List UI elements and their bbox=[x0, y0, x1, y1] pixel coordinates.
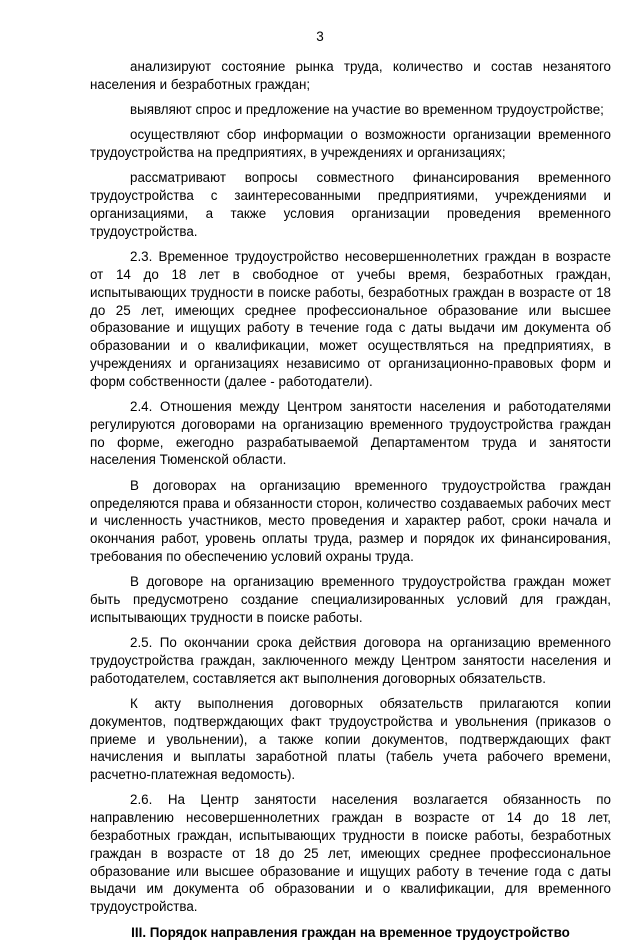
paragraph-2-4: 2.4. Отношения между Центром занятости населения и работодателями регулируются договорами на организацию временного трудоустройства граждан по форме, ежегодно разрабатываемой Департаментом труда и занятости населения Тюменской области. bbox=[90, 399, 611, 468]
paragraph-joint-financing: рассматривают вопросы совместного финансирования временного трудоустройства с заинтересованными предприятиями, учреждениями и организациями, а также условия организации проведения временного трудоустройства. bbox=[90, 170, 611, 239]
paragraph-identify-demand: выявляют спрос и предложение на участие во временном трудоустройстве; bbox=[130, 102, 604, 118]
paragraph-2-6: 2.6. На Центр занятости населения возлагается обязанность по направлению несовершеннолетних граждан в возрасте от 14 до 18 лет, безработных граждан, испытывающих трудности в поиске работы, безработных граждан в возрасте от 18 до 25 лет, имеющих среднее профессиональное образование или высшее образование и ищущих работу в течение года с даты выдачи им документа об образовании и о квалификации, для временного трудоустройства. bbox=[90, 792, 611, 915]
paragraph-contract-terms: В договорах на организацию временного трудоустройства граждан определяются права и обязанности сторон, количество создаваемых рабочих мест и численность участников, место проведения и характер работ, сроки начала и окончания работ, уровень оплаты труда, размер и порядок их финансирования, требования по обеспечению условий охраны труда. bbox=[90, 477, 611, 564]
paragraph-2-3: 2.3. Временное трудоустройство несовершеннолетних граждан в возрасте от 14 до 18 лет в свободное от учебы время, безработных граждан, испытывающих трудности в поиске работы, безработных граждан в возрасте от 18 до 25 лет, имеющих среднее профессиональное образование или высшее образование и ищущих работу в течение года с даты выдачи им документа об образовании и о квалификации, может осуществляться на предприятиях, в учреждениях и организациях независимо от организационно-правовых форм и форм собственности (далее - работодатели). bbox=[90, 249, 611, 389]
paragraph-act-attachments: К акту выполнения договорных обязательств прилагаются копии документов, подтверждающих факт трудоустройства и увольнения (приказов о приеме и увольнении), а также копии документов, подтверждающих факт начисления и выплаты заработной платы (табель учета рабочего времени, расчетно-платежная ведомость). bbox=[90, 696, 611, 783]
paragraph-2-5: 2.5. По окончании срока действия договора на организацию временного трудоустройства граждан, заключенного между Центром занятости населения и работодателем, составляется акт выполнения договорных обязательств. bbox=[90, 635, 611, 686]
page-number: 3 bbox=[316, 29, 324, 44]
paragraph-special-conditions: В договоре на организацию временного трудоустройства граждан может быть предусмотрено создание специализированных условий для граждан, испытывающих трудности в поиске работы. bbox=[90, 574, 611, 625]
paragraph-collect-info: осуществляют сбор информации о возможности организации временного трудоустройства на предприятиях, в учреждениях и организациях; bbox=[90, 127, 611, 161]
paragraph-analyze-market: анализируют состояние рынка труда, количество и состав незанятого населения и безработных граждан; bbox=[90, 59, 611, 92]
section-heading: III. Порядок направления граждан на временное трудоустройство bbox=[131, 924, 570, 940]
document-body bbox=[90, 58, 611, 941]
